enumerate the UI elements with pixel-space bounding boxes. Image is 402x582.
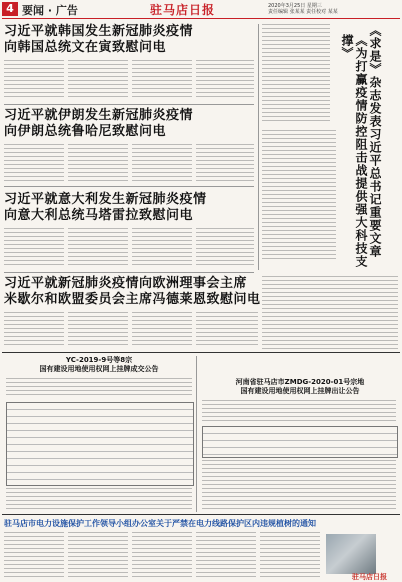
table-row xyxy=(7,466,193,473)
headline-line: 向韩国总统文在寅致慰问电 xyxy=(4,40,167,55)
article-body xyxy=(132,144,192,182)
column-divider xyxy=(196,356,197,512)
article-headline[interactable] xyxy=(4,192,266,224)
headline-line: 习近平就新冠肺炎疫情向欧洲理事会主席 xyxy=(4,276,248,291)
table-row xyxy=(7,438,193,445)
article-body xyxy=(132,312,192,348)
column-divider xyxy=(258,24,259,270)
headline-line: 米歇尔和欧盟委员会主席冯德莱恩致慰问电 xyxy=(4,292,261,307)
headline-line: 向意大利总统马塔雷拉致慰问电 xyxy=(4,208,194,223)
side-article-body xyxy=(262,130,336,260)
article-body xyxy=(68,144,128,182)
article-headline[interactable] xyxy=(4,24,254,56)
power-line-photo xyxy=(326,534,376,574)
bottom-notice-title[interactable]: 驻马店市电力设施保护工作领导小组办公室关于严禁在电力线路保护区内违规植树的通知 xyxy=(4,518,316,528)
table-row xyxy=(203,434,397,441)
article-headline[interactable] xyxy=(4,108,254,140)
notice-left[interactable] xyxy=(4,356,194,374)
table-row xyxy=(7,410,193,417)
issue-meta xyxy=(268,3,338,15)
bottom-notice-body xyxy=(260,532,320,578)
section-rule xyxy=(2,352,400,353)
table-row xyxy=(7,459,193,466)
notice-left-body xyxy=(6,378,192,398)
article-body xyxy=(68,312,128,348)
article-body xyxy=(132,228,192,268)
bottom-notice-body xyxy=(4,532,64,578)
article-body xyxy=(196,312,258,348)
table-row xyxy=(203,448,397,455)
notice-right[interactable] xyxy=(200,378,400,396)
header-rule xyxy=(2,18,400,19)
article-body xyxy=(132,60,192,100)
article-headline[interactable] xyxy=(4,276,304,308)
table-row xyxy=(7,445,193,452)
bottom-notice-body xyxy=(196,532,256,578)
table-row xyxy=(7,473,193,480)
article-body xyxy=(196,228,254,268)
article-body xyxy=(196,60,254,100)
notice-right-table xyxy=(202,426,398,458)
divider xyxy=(4,104,254,105)
article-body xyxy=(68,60,128,100)
section-rule xyxy=(2,514,400,515)
section-title: 要闻 · 广告 xyxy=(22,4,78,17)
notice-left-title-2: 国有建设用地使用权网上挂牌成交公告 xyxy=(39,365,159,373)
article-body xyxy=(4,312,64,348)
issue-editor: 责任编辑 张某某 责任校对 某某 xyxy=(268,9,338,15)
article-body xyxy=(4,60,64,100)
watermark-logo: 驻马店日报 xyxy=(352,573,387,581)
notice-right-body xyxy=(202,460,396,510)
table-row xyxy=(7,452,193,459)
side-article-subtitle[interactable]: 《为打赢疫情防控阻击战提供强大科技支撑》 xyxy=(340,34,368,268)
notice-left-table xyxy=(6,402,194,486)
bottom-notice-body xyxy=(68,532,128,578)
table-row xyxy=(203,441,397,448)
notice-right-body xyxy=(202,400,396,422)
side-article-body xyxy=(262,276,398,350)
bottom-notice-body xyxy=(132,532,192,578)
divider xyxy=(4,186,254,187)
headline-line: 习近平就伊朗发生新冠肺炎疫情 xyxy=(4,108,194,123)
article-body xyxy=(4,144,64,182)
page-number: 4 xyxy=(2,2,18,16)
table-row xyxy=(7,431,193,438)
article-body xyxy=(4,228,64,268)
newspaper-logo: 驻马店日报 xyxy=(150,3,216,17)
issue-date: 2020年3月25日 星期三 xyxy=(268,3,322,9)
article-body xyxy=(196,144,254,182)
article-body xyxy=(68,228,128,268)
notice-left-title-1: YC-2019-9号等8宗 xyxy=(65,356,133,364)
side-article-body xyxy=(262,24,330,124)
headline-line: 习近平就韩国发生新冠肺炎疫情 xyxy=(4,24,194,39)
headline-line: 向伊朗总统鲁哈尼致慰问电 xyxy=(4,124,167,139)
table-row xyxy=(7,417,193,424)
side-article-title[interactable]: 《求是》杂志发表习近平总书记重要文章 xyxy=(368,24,382,258)
table-row xyxy=(203,427,397,434)
headline-line: 习近平就意大利发生新冠肺炎疫情 xyxy=(4,192,207,207)
divider xyxy=(4,272,254,273)
notice-left-body xyxy=(6,488,192,510)
table-row xyxy=(7,424,193,431)
table-row xyxy=(7,403,193,410)
notice-right-title-2: 国有建设用地使用权网上挂牌出让公告 xyxy=(240,387,360,395)
notice-right-title-1: 河南省驻马店市ZMDG-2020-01号宗地 xyxy=(235,378,365,386)
